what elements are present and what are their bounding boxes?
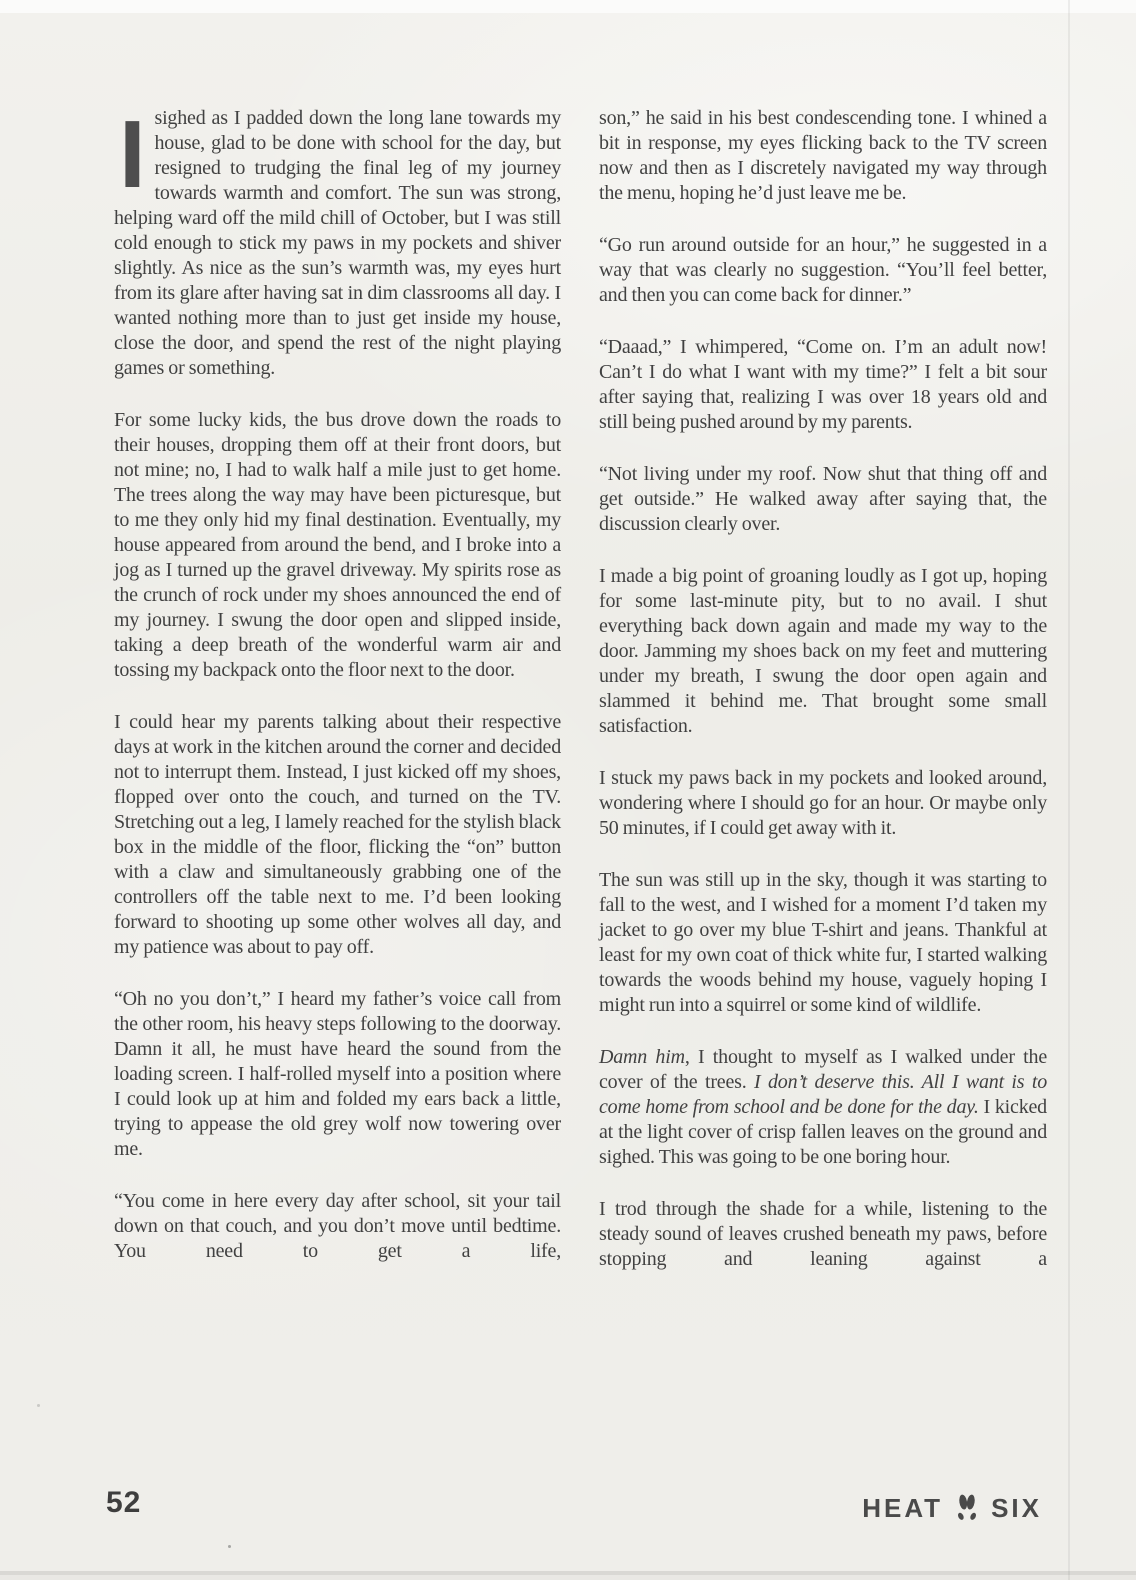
paragraph [599, 335, 1047, 435]
text-run: “You come in here every day after school, sit your tail down on that couch, and you don’t move until bedtime. You need to get a life, [114, 1190, 561, 1262]
text-run: , I thought to myself as I walked under the cover of the trees. [599, 1046, 1048, 1093]
paragraph [114, 987, 561, 1162]
text-run: The sun was still up in the sky, though it was starting to fall to the west, and I wished for a moment I’d taken my jacket to go over my blue T-shirt and jeans. Thankful at least for my own coat of thick white fur, I started walking towards the woods behind my house, vaguely hoping I might run into a squirrel or some kind of wildlife. [599, 869, 1047, 1016]
text-run: I trod through the shade for a while, listening to the steady sound of leaves crushed beneath my paws, before stopping and leaning against a [599, 1198, 1047, 1270]
scan-edge-bottom-pad [0, 1575, 1136, 1580]
paragraph [114, 408, 561, 683]
text-run: “Daaad,” I whimpered, “Come on. I’m an adult now! Can’t I do what I want with my time?” I felt a bit sour after saying that, realizing I was over 18 years old and still being pushed around by my parents. [599, 336, 1047, 433]
paragraph [599, 1197, 1047, 1272]
text-run: “Go run around outside for an hour,” he suggested in a way that was clearly no suggestion. “You’ll feel better, and then you can come back for dinner.” [599, 234, 1047, 306]
logo-text-heat: HEAT [862, 1493, 944, 1523]
paragraph [599, 564, 1047, 739]
text-run: sighed as I padded down the long lane towards my house, glad to be done with school for the day, but resigned to trudging the final leg of my journey towards warmth and comfort. The sun was strong, helping ward off the mild chill of October, but I was still cold enough to stick my paws in my pockets and shiver slightly. As nice as the sun’s warmth was, my eyes hurt from its glare after having sat in dim classrooms all day. I wanted nothing more than to just get inside my house, close the door, and spend the rest of the night playing games or something. [114, 107, 561, 379]
paragraph [599, 1045, 1047, 1170]
paragraph [599, 233, 1047, 308]
paragraph [114, 1189, 561, 1264]
scan-speck [228, 1545, 231, 1548]
text-column-left [114, 101, 561, 1272]
scan-crease-right [1068, 0, 1070, 1580]
logo-text-six: SIX [991, 1493, 1042, 1523]
page-number: 52 [106, 1486, 142, 1519]
text-run: For some lucky kids, the bus drove down the roads to their houses, dropping them off at their front doors, but not mine; no, I had to walk half a mile just to get home. The trees along the way may have been picturesque, but to me they only hid my final destination. Eventually, my house appeared from around the bend, and I broke into a jog as I turned up the gravel driveway. My spirits rose as the crunch of rock under my shoes announced the end of my journey. I swung the door open and slipped inside, taking a deep breath of the wonderful warm air and tossing my backpack onto the floor next to the door. [114, 409, 561, 681]
text-run: I kicked at the light cover of crisp fallen leaves on the ground and sighed. This was going to be one boring hour. [599, 1096, 1047, 1168]
text-run: I stuck my paws back in my pockets and looked around, wondering where I should go for an hour. Or maybe only 50 minutes, if I could get away with it. [599, 767, 1047, 839]
paragraph [599, 868, 1047, 1018]
scan-edge-top [0, 0, 1136, 13]
paragraph [114, 710, 561, 960]
magazine-logo [862, 1493, 1042, 1523]
italic-text-run: I don’t deserve this. All I want is to come home from school and be done for the day. [599, 1071, 1047, 1118]
text-run: “Oh no you don’t,” I heard my father’s voice call from the other room, his heavy steps following to the doorway. Damn it all, he must have heard the sound from the loading screen. I half-rolled myself into a position where I could look up at him and folded my ears back a little, trying to appease the old grey wolf now towering over me. [114, 988, 561, 1160]
drop-cap: I [119, 101, 146, 208]
italic-text-run: Damn him [599, 1046, 685, 1068]
text-run: son,” he said in his best condescending tone. I whined a bit in response, my eyes flicking back to the TV screen now and then as I discretely navigated my way through the menu, hoping he’d just leave me be. [599, 107, 1047, 204]
paragraph [599, 766, 1047, 841]
hoof-print-icon [954, 1493, 980, 1523]
paragraph [114, 101, 561, 381]
text-run: “Not living under my roof. Now shut that thing off and get outside.” He walked away after saying that, the discussion clearly over. [599, 463, 1047, 535]
scan-speck [37, 1404, 40, 1407]
text-run: I could hear my parents talking about their respective days at work in the kitchen around the corner and decided not to interrupt them. Instead, I just kicked off my shoes, flopped over onto the couch, and turned on the TV. Stretching out a leg, I lamely reached for the stylish black box in the middle of the floor, flicking the “on” button with a claw and simultaneously grabbing one of the controllers off the table next to me. I’d been looking forward to shooting up some other wolves all day, and my patience was about to pay off. [114, 711, 561, 958]
text-column-right [599, 106, 1047, 1272]
paragraph [599, 106, 1047, 206]
text-run: I made a big point of groaning loudly as I got up, hoping for some last-minute pity, but to no avail. I shut everything back down again and made my way to the door. Jamming my shoes back on my feet and muttering under my breath, I swung the door open again and slammed it behind me. That brought some small satisfaction. [599, 565, 1047, 737]
story-body [114, 101, 1048, 1272]
paragraph [599, 462, 1047, 537]
